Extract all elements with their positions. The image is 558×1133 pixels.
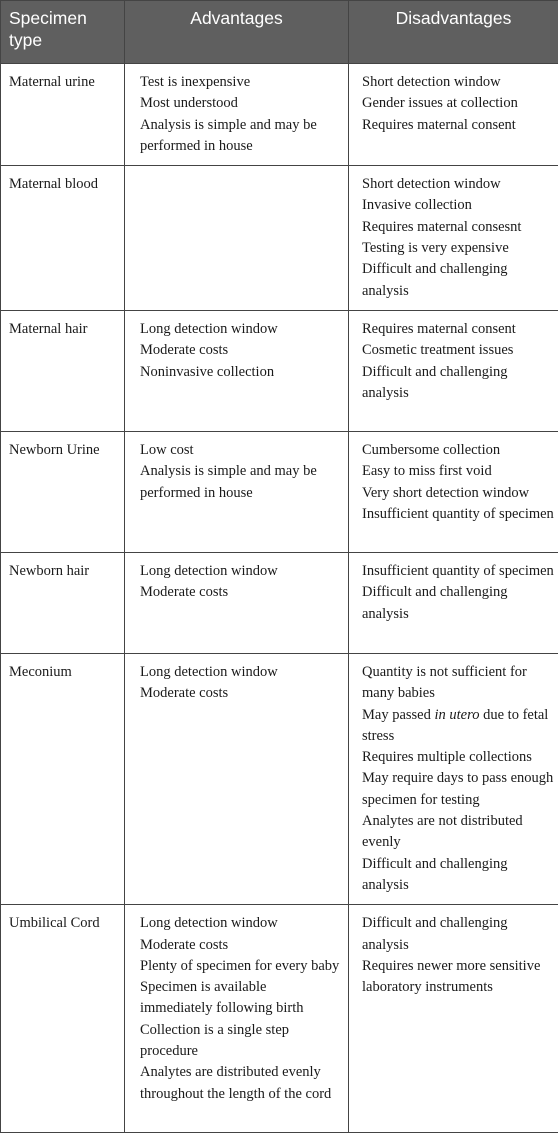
table-row — [1, 64, 558, 166]
specimen-type-cell: Newborn Urine — [1, 431, 125, 552]
disadvantages-item: Requires multiple collections — [362, 747, 554, 768]
advantages-item: Moderate costs — [140, 683, 342, 704]
disadvantages-item: May passed in utero due to fetal stress — [362, 705, 554, 748]
disadvantages-item: Difficult and challenging analysis — [362, 582, 554, 625]
disadvantages-item: Insufficient quantity of specimen — [362, 504, 554, 525]
disadvantages-item: Quantity is not sufficient for many babies — [362, 662, 554, 705]
specimen-type-cell: Maternal urine — [1, 64, 125, 166]
advantages-cell — [125, 905, 349, 1133]
advantages-item: Low cost — [140, 440, 342, 461]
advantages-cell — [125, 431, 349, 552]
disadvantages-item: Short detection window — [362, 72, 554, 93]
disadvantages-item: Testing is very expensive — [362, 238, 554, 259]
advantages-cell — [125, 552, 349, 653]
table-body — [1, 64, 558, 1133]
table-row — [1, 310, 558, 431]
advantages-item: Collection is a single step procedure — [140, 1020, 342, 1063]
disadvantages-item: Requires newer more sensitive laboratory instruments — [362, 956, 554, 999]
advantages-item: Long detection window — [140, 913, 342, 934]
disadvantages-item: Requires maternal consent — [362, 115, 554, 136]
advantages-item: Plenty of specimen for every baby — [140, 956, 342, 977]
advantages-item: Long detection window — [140, 319, 342, 340]
disadvantages-cell — [349, 64, 558, 166]
advantages-cell — [125, 310, 349, 431]
advantages-cell — [125, 653, 349, 904]
advantages-item: Test is inexpensive — [140, 72, 342, 93]
disadvantages-item: Short detection window — [362, 174, 554, 195]
disadvantages-item: Invasive collection — [362, 195, 554, 216]
advantages-item: Analysis is simple and may be performed in house — [140, 461, 342, 504]
disadvantages-item: Difficult and challenging analysis — [362, 854, 554, 897]
advantages-item: Long detection window — [140, 561, 342, 582]
disadvantages-item: Insufficient quantity of specimen — [362, 561, 554, 582]
specimen-type-cell: Umbilical Cord — [1, 905, 125, 1133]
disadvantages-item: Difficult and challenging analysis — [362, 362, 554, 405]
disadvantages-item: Very short detection window — [362, 483, 554, 504]
disadvantages-cell — [349, 552, 558, 653]
header-advantages: Advantages — [125, 1, 349, 64]
advantages-cell — [125, 166, 349, 311]
disadvantages-item: Difficult and challenging analysis — [362, 913, 554, 956]
disadvantages-item: Easy to miss first void — [362, 461, 554, 482]
disadvantages-item: Cosmetic treatment issues — [362, 340, 554, 361]
disadvantages-cell — [349, 653, 558, 904]
disadvantages-item: May require days to pass enough specimen for testing — [362, 768, 554, 811]
table-row — [1, 166, 558, 311]
advantages-item: Moderate costs — [140, 582, 342, 603]
disadvantages-item: Requires maternal consesnt — [362, 217, 554, 238]
table-header-row — [1, 1, 558, 64]
table-row — [1, 905, 558, 1133]
advantages-item: Analysis is simple and may be performed in house — [140, 115, 342, 158]
header-specimen-type: Specimen type — [1, 1, 125, 64]
specimen-type-cell: Meconium — [1, 653, 125, 904]
header-disadvantages: Disadvantages — [349, 1, 558, 64]
specimen-type-cell: Maternal blood — [1, 166, 125, 311]
advantages-item: Moderate costs — [140, 935, 342, 956]
advantages-item: Most understood — [140, 93, 342, 114]
advantages-item: Specimen is available immediately following birth — [140, 977, 342, 1020]
disadvantages-item: Requires maternal consent — [362, 319, 554, 340]
advantages-item: Analytes are distributed evenly throughout the length of the cord — [140, 1062, 342, 1105]
table-row — [1, 431, 558, 552]
table-row — [1, 653, 558, 904]
advantages-item: Noninvasive collection — [140, 362, 342, 383]
table-row — [1, 552, 558, 653]
disadvantages-cell — [349, 166, 558, 311]
advantages-item: Moderate costs — [140, 340, 342, 361]
disadvantages-item: Cumbersome collection — [362, 440, 554, 461]
advantages-item: Long detection window — [140, 662, 342, 683]
specimen-type-cell: Newborn hair — [1, 552, 125, 653]
disadvantages-item: Difficult and challenging analysis — [362, 259, 554, 302]
disadvantages-cell — [349, 310, 558, 431]
advantages-cell — [125, 64, 349, 166]
disadvantages-item: Analytes are not distributed evenly — [362, 811, 554, 854]
disadvantages-cell — [349, 431, 558, 552]
disadvantages-cell — [349, 905, 558, 1133]
disadvantages-item: Gender issues at collection — [362, 93, 554, 114]
specimen-type-cell: Maternal hair — [1, 310, 125, 431]
